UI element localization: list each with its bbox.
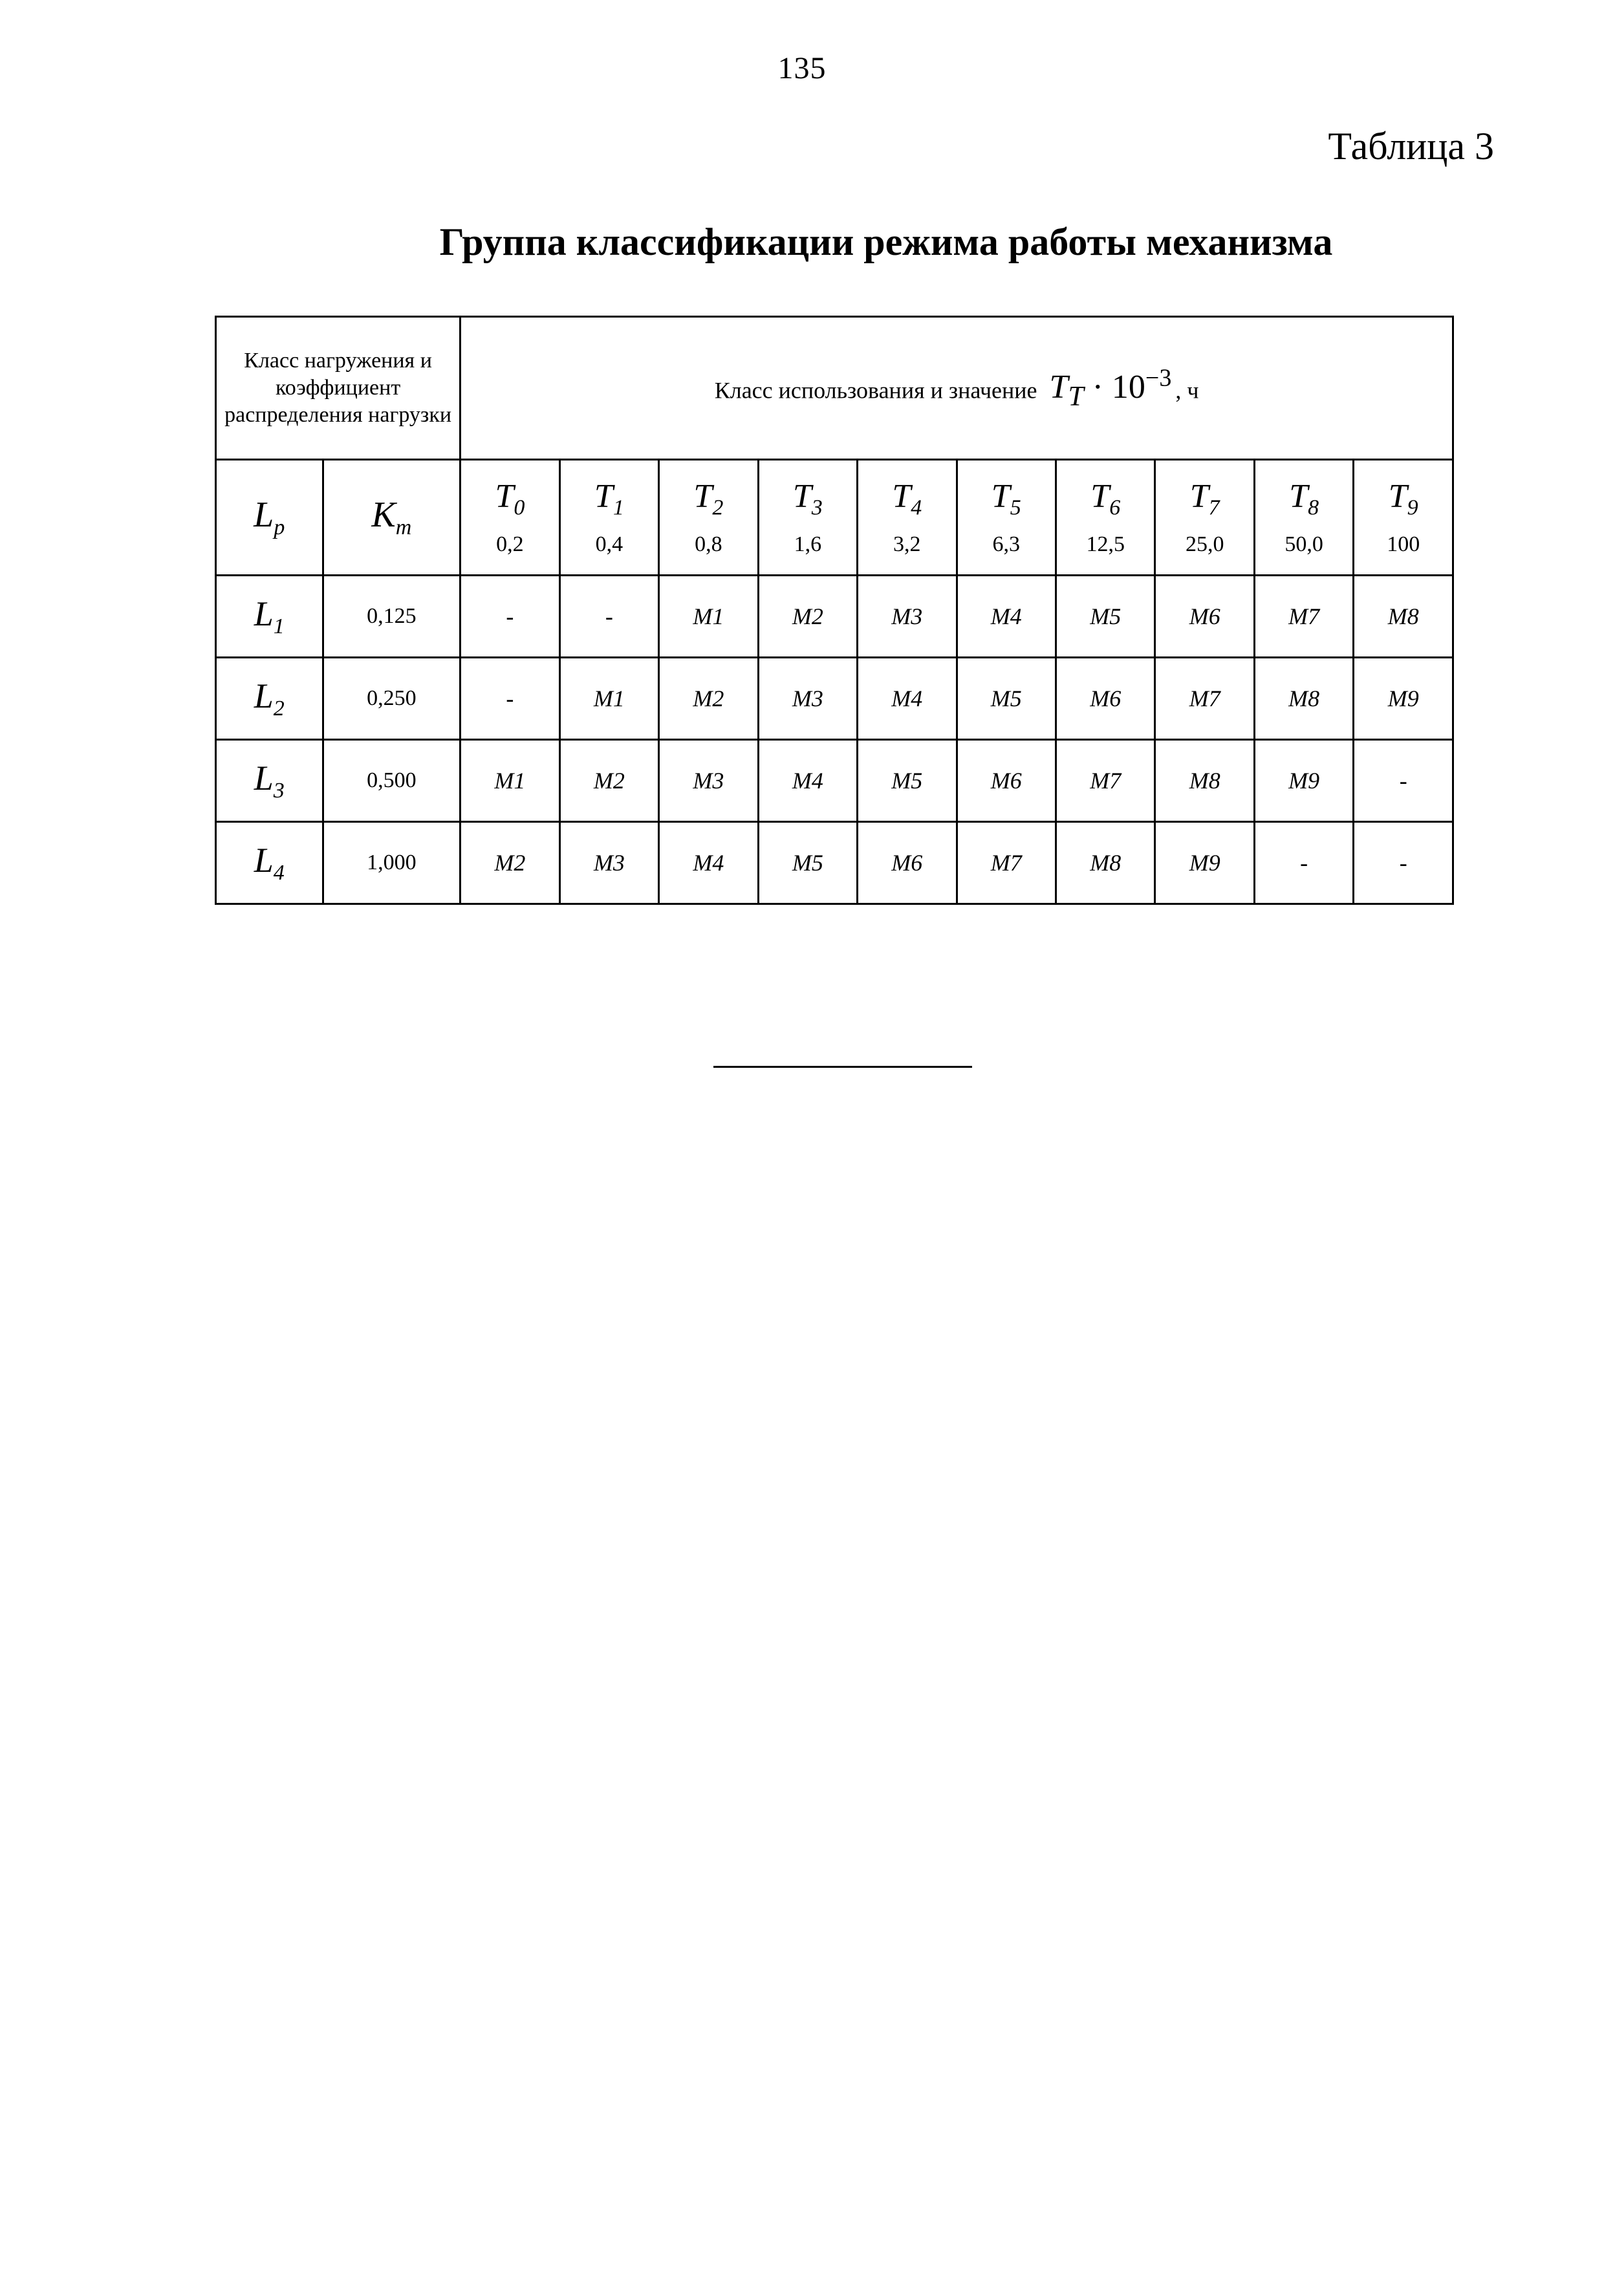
usage-class-value: 25,0	[1185, 532, 1224, 556]
mechanism-group-cell: M7	[1155, 658, 1254, 740]
usage-class-value: 3,2	[893, 532, 921, 556]
usage-class-value: 100	[1387, 532, 1420, 556]
distribution-coefficient-cell: 1,000	[323, 822, 461, 904]
usage-class-cell	[858, 460, 957, 576]
mechanism-group-cell: M4	[758, 740, 857, 822]
distribution-coefficient-cell: 0,500	[323, 740, 461, 822]
load-class-header: Класс нагружения и коэффициент распределения нагрузки	[216, 317, 461, 460]
usage-class-symbol: $T_3$	[792, 478, 823, 520]
mechanism-group-cell: M8	[1254, 658, 1353, 740]
usage-class-symbol: $T_5$	[991, 478, 1021, 520]
usage-class-symbol: $T_1$	[594, 478, 624, 520]
table-row	[216, 822, 1453, 904]
mechanism-group-cell: M8	[1056, 822, 1155, 904]
mechanism-group-cell: M1	[659, 576, 758, 658]
table-title: Группа классификации режима работы механизма	[439, 221, 1333, 263]
mechanism-group-cell: -	[1354, 822, 1453, 904]
mechanism-group-cell: M3	[858, 576, 957, 658]
usage-class-cell	[1155, 460, 1254, 576]
usage-class-value: 50,0	[1284, 532, 1323, 556]
usage-class-cell	[659, 460, 758, 576]
mechanism-group-cell: M5	[758, 822, 857, 904]
usage-class-cell	[1056, 460, 1155, 576]
km-symbol-cell	[323, 460, 461, 576]
usage-class-symbol: $T_6$	[1090, 478, 1121, 520]
mechanism-group-cell: -	[461, 576, 559, 658]
header-row	[216, 317, 1453, 460]
usage-class-value: 12,5	[1086, 532, 1125, 556]
mechanism-group-cell: -	[1354, 740, 1453, 822]
usage-class-symbol: $T_7$	[1189, 478, 1220, 520]
lp-symbol-cell	[216, 460, 323, 576]
mechanism-group-cell: M5	[858, 740, 957, 822]
mechanism-group-cell: M2	[659, 658, 758, 740]
mechanism-group-cell: M2	[758, 576, 857, 658]
symbol-row	[216, 460, 1453, 576]
mechanism-group-cell: M4	[659, 822, 758, 904]
usage-class-cell	[461, 460, 559, 576]
mechanism-group-cell: M3	[659, 740, 758, 822]
load-class-cell	[216, 740, 323, 822]
usage-class-symbol: $T_0$	[495, 478, 525, 520]
load-class-symbol: $L_3$	[254, 759, 285, 803]
load-class-symbol: $L_1$	[254, 594, 285, 638]
usage-class-header	[461, 317, 1453, 460]
mechanism-group-cell: -	[1254, 822, 1353, 904]
mechanism-group-cell: M3	[559, 822, 658, 904]
load-class-cell	[216, 822, 323, 904]
table-row	[216, 658, 1453, 740]
classification-table	[215, 316, 1454, 905]
end-rule	[713, 1066, 972, 1068]
mechanism-group-cell: M1	[559, 658, 658, 740]
mechanism-group-cell: M9	[1354, 658, 1453, 740]
usage-class-value: 0,4	[595, 532, 623, 556]
load-class-symbol: $L_2$	[254, 677, 285, 720]
mechanism-group-cell: M5	[957, 658, 1056, 740]
usage-class-cell	[957, 460, 1056, 576]
mechanism-group-cell: M6	[957, 740, 1056, 822]
mechanism-group-cell: M9	[1254, 740, 1353, 822]
mechanism-group-cell: M7	[957, 822, 1056, 904]
load-class-cell	[216, 576, 323, 658]
km-symbol: $K_m$	[371, 495, 412, 540]
mechanism-group-cell: M3	[758, 658, 857, 740]
page-number: 135	[777, 51, 827, 85]
usage-header-unit: , ч	[1175, 376, 1199, 403]
usage-class-cell	[559, 460, 658, 576]
mechanism-group-cell: M4	[957, 576, 1056, 658]
usage-class-value: 0,8	[695, 532, 722, 556]
distribution-coefficient-cell: 0,250	[323, 658, 461, 740]
usage-class-symbol: $T_8$	[1289, 478, 1319, 520]
mechanism-group-cell: M4	[858, 658, 957, 740]
load-class-cell	[216, 658, 323, 740]
usage-class-cell	[1354, 460, 1453, 576]
table-row	[216, 740, 1453, 822]
lp-symbol: $L_p$	[254, 495, 285, 540]
mechanism-group-cell: M7	[1254, 576, 1353, 658]
load-class-symbol: $L_4$	[254, 841, 285, 885]
usage-header-formula: $T_T \cdot 10^{-3}$	[1049, 364, 1172, 412]
mechanism-group-cell: M5	[1056, 576, 1155, 658]
mechanism-group-cell: M6	[1155, 576, 1254, 658]
usage-class-cell	[1254, 460, 1353, 576]
mechanism-group-cell: M2	[559, 740, 658, 822]
mechanism-group-cell: M9	[1155, 822, 1254, 904]
mechanism-group-cell: M6	[1056, 658, 1155, 740]
mechanism-group-cell: -	[559, 576, 658, 658]
table-body	[216, 317, 1453, 904]
mechanism-group-cell: M8	[1155, 740, 1254, 822]
mechanism-group-cell: M1	[461, 740, 559, 822]
table-caption: Таблица 3	[1328, 125, 1494, 168]
usage-header-text: Класс использования и значение	[714, 376, 1037, 403]
mechanism-group-cell: M2	[461, 822, 559, 904]
usage-class-symbol: $T_2$	[693, 478, 724, 520]
usage-class-cell	[758, 460, 857, 576]
mechanism-group-cell: M8	[1354, 576, 1453, 658]
usage-class-symbol: $T_4$	[892, 478, 922, 520]
usage-class-value: 6,3	[992, 532, 1021, 556]
table-row	[216, 576, 1453, 658]
usage-class-value: 0,2	[496, 532, 524, 556]
mechanism-group-cell: M7	[1056, 740, 1155, 822]
usage-class-value: 1,6	[794, 532, 822, 556]
distribution-coefficient-cell: 0,125	[323, 576, 461, 658]
usage-class-symbol: $T_9$	[1388, 478, 1418, 520]
mechanism-group-cell: M6	[858, 822, 957, 904]
mechanism-group-cell: -	[461, 658, 559, 740]
